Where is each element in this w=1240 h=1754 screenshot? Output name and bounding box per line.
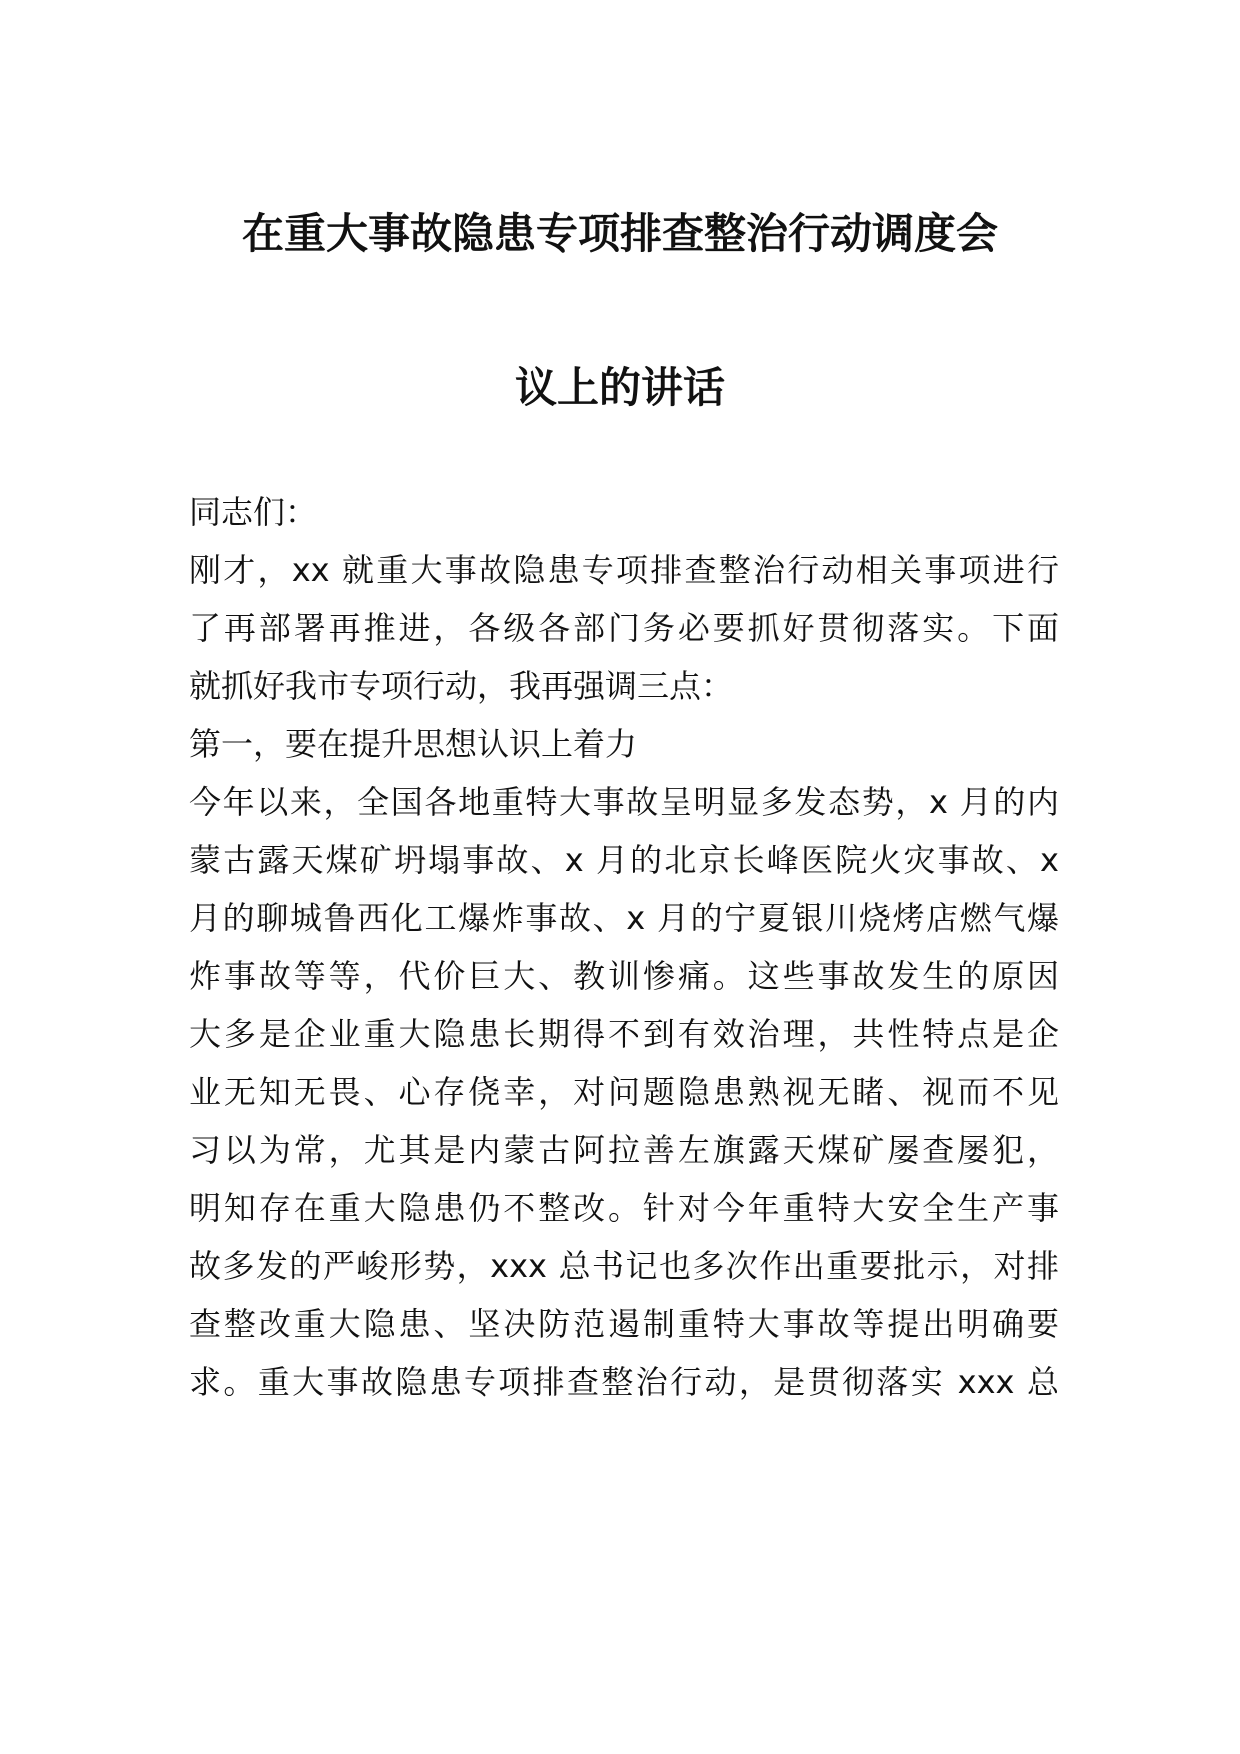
body-line: 月的聊城鲁西化工爆炸事故、x 月的宁夏银川烧烤店燃气爆 xyxy=(189,899,1059,937)
body-line: 大多是企业重大隐患长期得不到有效治理，共性特点是企 xyxy=(189,1015,1059,1053)
document-title-line-2: 议上的讲话 xyxy=(514,363,725,412)
section-heading: 第一，要在提升思想认识上着力 xyxy=(189,725,638,763)
body-line: 了再部署再推进，各级各部门务必要抓好贯彻落实。下面 xyxy=(189,609,1059,647)
document-title-line-1: 在重大事故隐患专项排查整治行动调度会 xyxy=(241,209,998,258)
body-line: 求。重大事故隐患专项排查整治行动，是贯彻落实 xxx 总 xyxy=(189,1363,1059,1401)
body-line: 故多发的严峻形势，xxx 总书记也多次作出重要批示，对排 xyxy=(189,1247,1059,1285)
body-line: 习以为常，尤其是内蒙古阿拉善左旗露天煤矿屡查屡犯， xyxy=(189,1131,1059,1169)
body-line: 就抓好我市专项行动，我再强调三点： xyxy=(189,667,734,705)
body-line: 蒙古露天煤矿坍塌事故、x 月的北京长峰医院火灾事故、x xyxy=(189,841,1059,879)
body-line: 今年以来，全国各地重特大事故呈明显多发态势，x 月的内 xyxy=(189,783,1059,821)
body-line: 刚才，xx 就重大事故隐患专项排查整治行动相关事项进行 xyxy=(189,551,1059,589)
body-line: 业无知无畏、心存侥幸，对问题隐患熟视无睹、视而不见 xyxy=(189,1073,1059,1111)
body-line: 查整改重大隐患、坚决防范遏制重特大事故等提出明确要 xyxy=(189,1305,1059,1343)
body-line: 炸事故等等，代价巨大、教训惨痛。这些事故发生的原因 xyxy=(189,957,1059,995)
body-line: 明知存在重大隐患仍不整改。针对今年重特大安全生产事 xyxy=(189,1189,1059,1227)
salutation: 同志们： xyxy=(189,493,318,531)
